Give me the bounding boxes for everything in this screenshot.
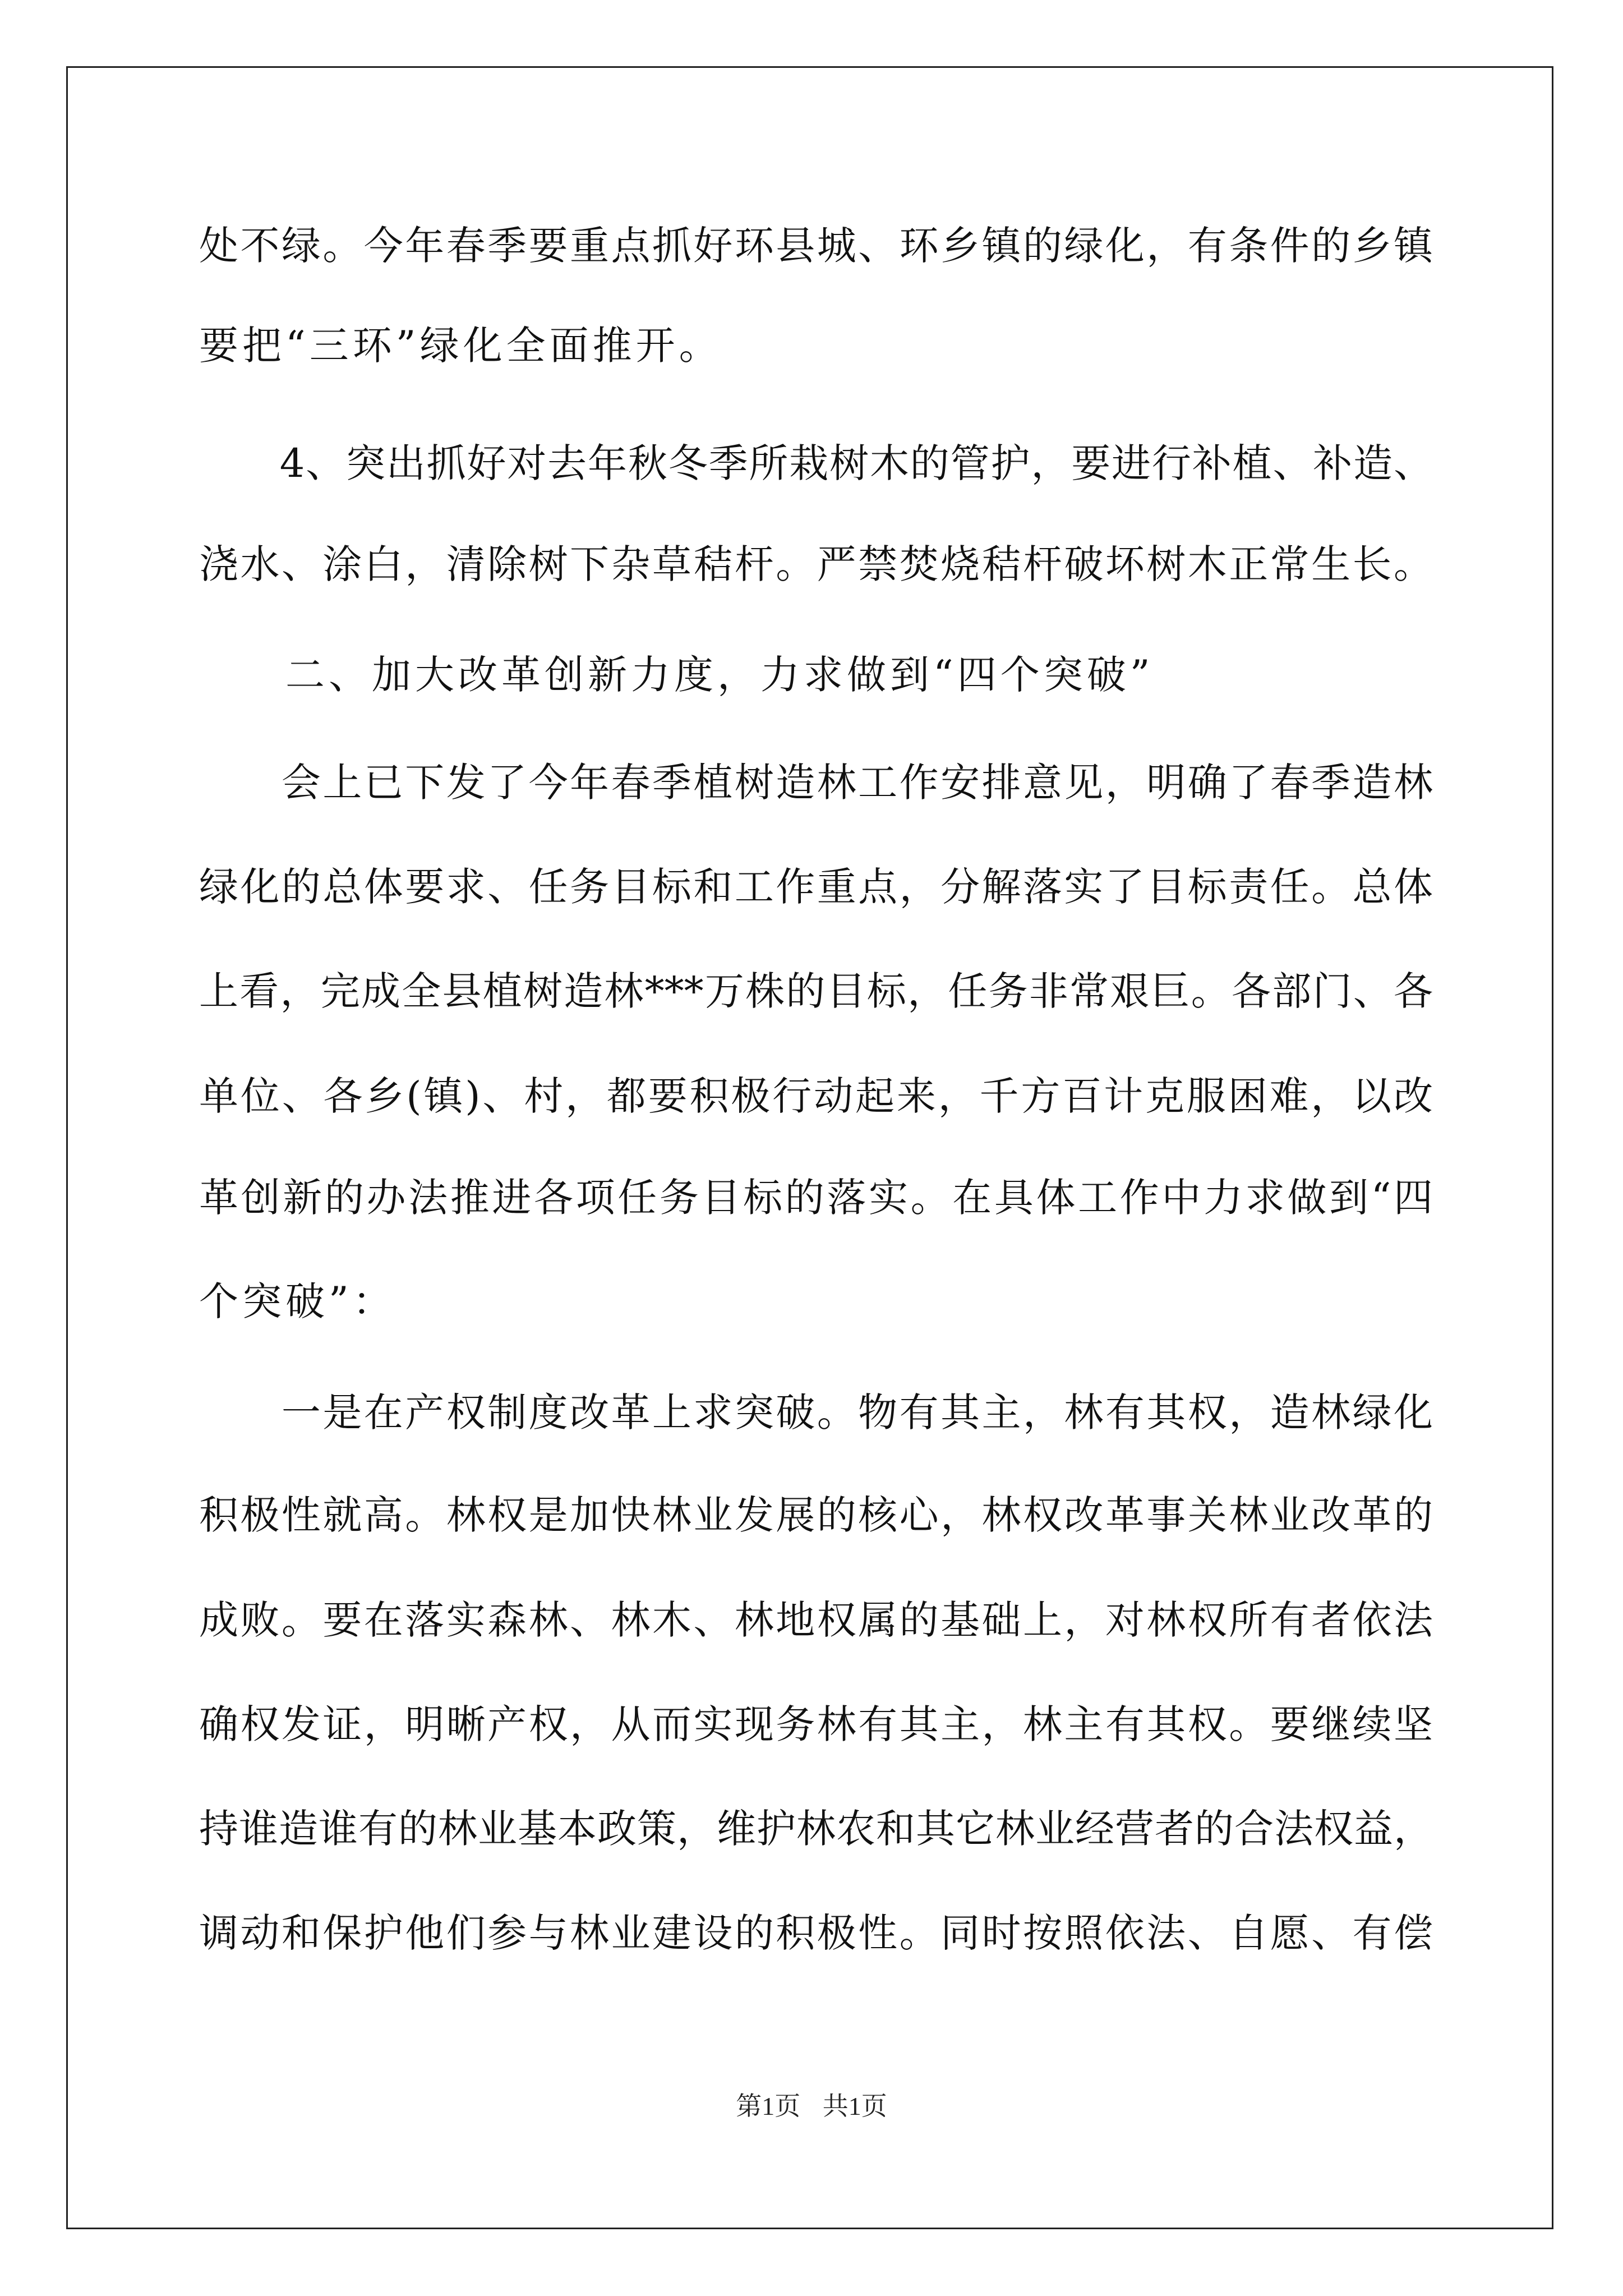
text-line: 革创新的办法推进各项任务目标的落实。在具体工作中力求做到“四 bbox=[199, 1175, 1433, 1221]
text-line: 成败。要在落实森林、林木、林地权属的基础上，对林权所有者依法 bbox=[199, 1597, 1433, 1643]
text-line: 会上已下发了今年春季植树造林工作安排意见，明确了春季造林 bbox=[199, 760, 1433, 806]
text-line: 单位、各乡(镇)、村，都要积极行动起来，千方百计克服困难，以改 bbox=[199, 1073, 1433, 1119]
text-line: 个突破”： bbox=[199, 1278, 396, 1324]
text-line: 上看，完成全县植树造林***万株的目标，任务非常艰巨。各部门、各 bbox=[199, 968, 1433, 1014]
text-line: 绿化的总体要求、任务目标和工作重点，分解落实了目标责任。总体 bbox=[199, 864, 1433, 910]
text-line: 浇水、涂白，清除树下杂草秸杆。严禁焚烧秸杆破坏树木正常生长。 bbox=[199, 541, 1433, 587]
text-line: 确权发证，明晰产权，从而实现务林有其主，林主有其权。要继续坚 bbox=[199, 1701, 1433, 1747]
text-line: 一是在产权制度改革上求突破。物有其主，林有其权，造林绿化 bbox=[199, 1389, 1433, 1435]
text-line: 要把“三环”绿化全面推开。 bbox=[199, 323, 722, 369]
text-line: 积极性就高。林权是加快林业发展的核心，林权改革事关林业改革的 bbox=[199, 1492, 1433, 1538]
text-line: 持谁造谁有的林业基本政策，维护林农和其它林业经营者的合法权益， bbox=[199, 1806, 1433, 1852]
page-number: 第1页 bbox=[736, 2092, 801, 2120]
section-heading: 二、加大改革创新力度，力求做到“四个突破” bbox=[199, 652, 1154, 698]
text-line: 调动和保护他们参与林业建设的积极性。同时按照依法、自愿、有偿 bbox=[199, 1910, 1433, 1956]
text-line: 4、突出抓好对去年秋冬季所栽树木的管护，要进行补植、补造、 bbox=[199, 440, 1433, 486]
text-line: 处不绿。今年春季要重点抓好环县城、环乡镇的绿化，有条件的乡镇 bbox=[199, 223, 1433, 269]
page-footer bbox=[0, 2090, 1623, 2123]
page-total: 共1页 bbox=[822, 2092, 887, 2120]
